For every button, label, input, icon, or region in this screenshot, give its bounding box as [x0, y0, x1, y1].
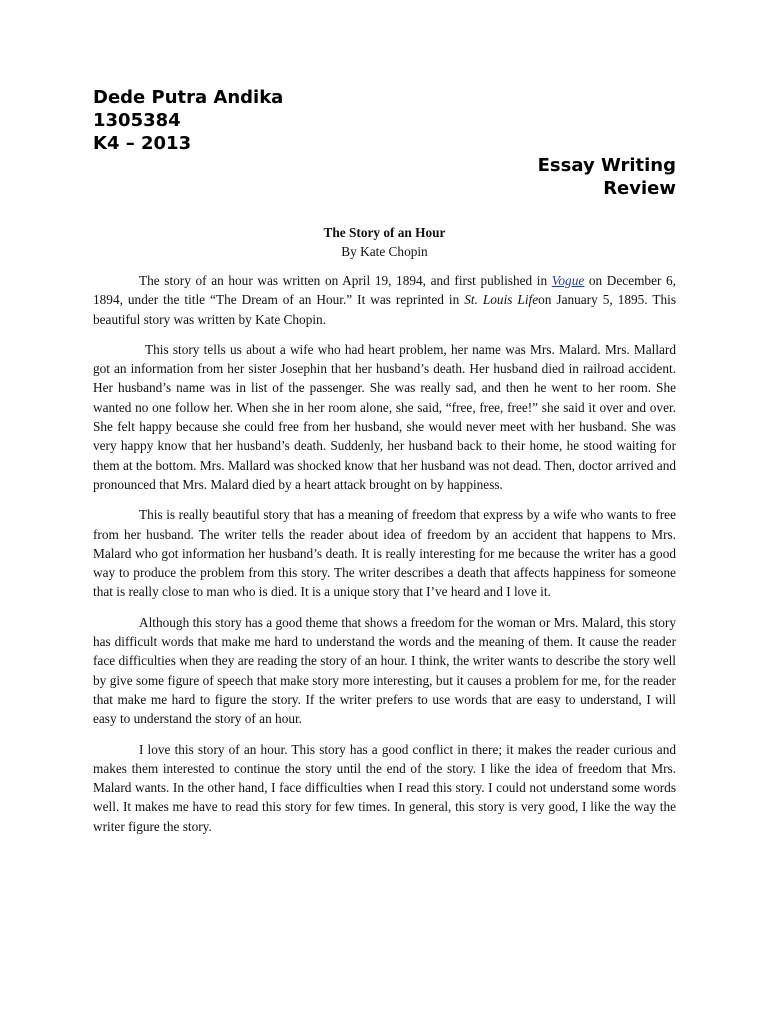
- author-info: [93, 86, 283, 155]
- story-byline: By Kate Chopin: [341, 244, 428, 259]
- document-type-line1: Essay Writing: [537, 155, 676, 176]
- paragraph-1-text-c: on January 5, 1895. This beautiful story was written by Kate Chopin.: [93, 292, 676, 327]
- class-label: K4 – 2013: [93, 133, 192, 154]
- story-title: The Story of an Hour: [323, 225, 446, 240]
- essay-body: [93, 271, 676, 847]
- paragraph-1: [93, 271, 676, 329]
- student-id: 1305384: [93, 110, 181, 131]
- paragraph-5: I love this story of an hour. This story has a good conflict in there; it makes the reader curious and makes them interested to continue the story until the end of the story. I like the idea of freedom that Mrs. Malard wants. In the other hand, I face difficulties when I read this story. I could not understand some words well. It makes me have to read this story for few times. In general, this story is very good, I like the way the writer figure the story.: [93, 741, 676, 834]
- paragraph-1-text-b: on December 6, 1894, under the title “The Dream of an Hour.” It was reprinted in: [93, 273, 677, 308]
- vogue-link[interactable]: Vogue: [551, 273, 585, 288]
- story-title-block: [93, 223, 676, 261]
- paragraph-2: This story tells us about a wife who had heart problem, her name was Mrs. Malard. Mrs. Mallard got an information from her sister Josephin that her husband’s death. Her husband died in railroad accident. Her husband’s name was in list of the passenger. She was really sad, and then he went to her room. She wanted no one follow her. When she in her room alone, she said, “free, free, free!” she said it over and over. She felt happy because she could free from her husband, she would never meet with her husband. She was very happy know that her husband’s death. Suddenly, her husband back to their home, he stood waiting for them at the bottom. Mrs. Mallard was shocked know that her husband was not dead. Then, doctor arrived and pronounced that Mrs. Malard died by a heart attack brought on by happiness.: [93, 341, 676, 492]
- paragraph-1-text-a: The story of an hour was written on April 19, 1894, and first published in: [139, 273, 552, 288]
- document-type-line2: Review: [603, 178, 676, 199]
- st-louis-life-italic: St. Louis Life: [464, 292, 539, 308]
- paragraph-3: This is really beautiful story that has a meaning of freedom that express by a wife who wants to free from her husband. The writer tells the reader about idea of freedom by an accident that happens to Mrs. Malard who got information her husband’s death. It is really interesting for me because the writer has a good way to produce the problem from this story. The writer describes a death that affects happiness for someone that is really close to man who is died. It is a unique story that I’ve heard and I love it.: [93, 507, 676, 600]
- paragraph-4: Although this story has a good theme that shows a freedom for the woman or Mrs. Malard, this story has difficult words that make me hard to understand the words and the meaning of them. It cause the reader face difficulties when they are reading the story of an hour. I think, the writer wants to describe the story well by give some figure of speech that make story more interesting, but it causes a problem for me, for the reader that make me hard to figure the story. If the writer prefers to use words that are easy to understand, I will easy to understand the story of an hour.: [93, 614, 676, 727]
- document-type: [538, 154, 676, 200]
- author-name: Dede Putra Andika: [93, 87, 284, 108]
